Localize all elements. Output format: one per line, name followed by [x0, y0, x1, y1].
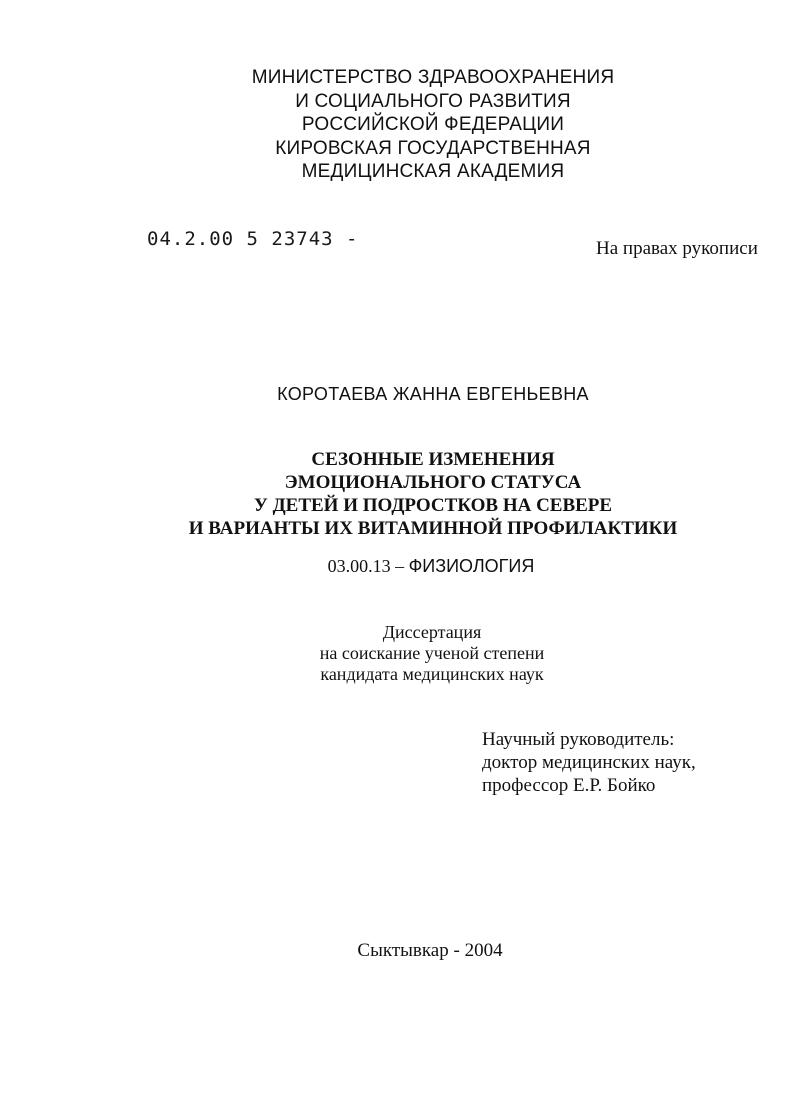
degree-line: на соискание ученой степени	[319, 643, 545, 663]
author-name: КОРОТАЕВА ЖАННА ЕВГЕНЬЕВНА	[277, 384, 589, 404]
institution-header	[0, 66, 795, 184]
specialty-separator: –	[395, 556, 405, 576]
rights-note: На правах рукописи	[596, 238, 758, 259]
supervisor-line: профессор Е.Р. Бойко	[482, 775, 656, 796]
supervisor-block	[482, 728, 696, 797]
place-and-year: Сыктывкар - 2004	[357, 940, 503, 961]
specialty	[0, 556, 795, 577]
dissertation-title	[0, 448, 795, 540]
title-line: СЕЗОННЫЕ ИЗМЕНЕНИЯ	[311, 449, 555, 470]
institution-line: РОССИЙСКОЙ ФЕДЕРАЦИИ	[301, 114, 565, 135]
institution-line: МЕДИЦИНСКАЯ АКАДЕМИЯ	[301, 161, 565, 182]
title-line: У ДЕТЕЙ И ПОДРОСТКОВ НА СЕВЕРЕ	[253, 495, 613, 516]
specialty-code: 03.00.13	[327, 556, 391, 576]
title-line: ЭМОЦИОНАЛЬНОГО СТАТУСА	[284, 472, 582, 493]
title-line: И ВАРИАНТЫ ИХ ВИТАМИННОЙ ПРОФИЛАКТИКИ	[188, 518, 678, 539]
supervisor-line: доктор медицинских наук,	[482, 752, 696, 773]
institution-line: КИРОВСКАЯ ГОСУДАРСТВЕННАЯ	[275, 137, 591, 159]
institution-line: МИНИСТЕРСТВО ЗДРАВООХРАНЕНИЯ	[251, 67, 615, 88]
degree-line: Диссертация	[382, 622, 482, 642]
institution-line: И СОЦИАЛЬНОГО РАЗВИТИЯ	[295, 90, 571, 112]
specialty-name: ФИЗИОЛОГИЯ	[408, 556, 535, 576]
degree-line: кандидата медицинских наук	[320, 664, 544, 684]
registration-stamp: 04.2.00 5 23743 -	[147, 228, 359, 250]
degree-statement	[0, 622, 795, 685]
supervisor-line: Научный руководитель:	[482, 729, 675, 750]
